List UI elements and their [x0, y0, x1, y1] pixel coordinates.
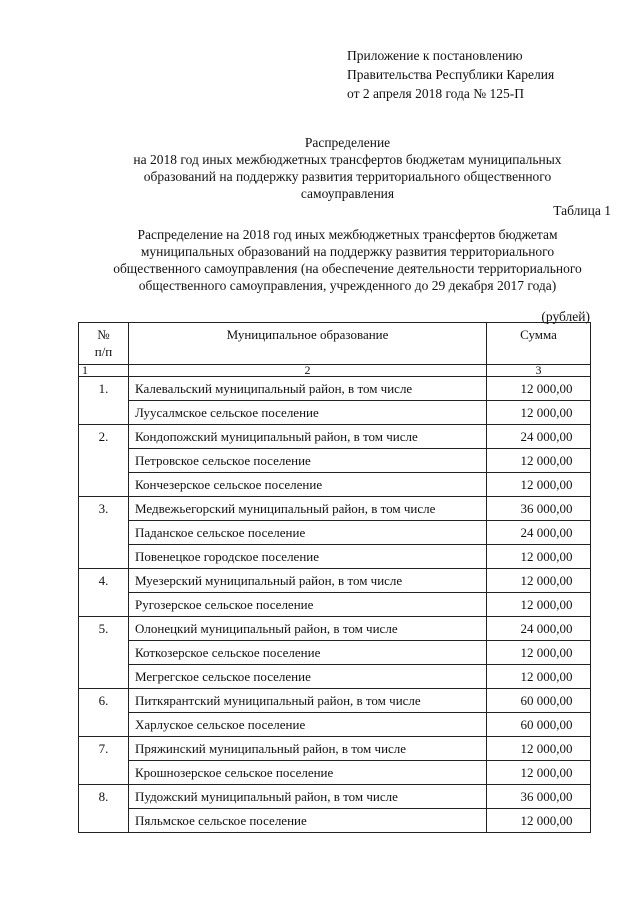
table-row: [79, 593, 591, 617]
title-line: самоуправления: [300, 186, 395, 201]
table-row: [79, 497, 591, 521]
table-row: [79, 473, 591, 497]
amount: 12 000,00: [487, 641, 591, 665]
table-title-line: общественного самоуправления (на обеспечение деятельности территориального: [113, 261, 582, 276]
row-number: 1.: [79, 377, 129, 425]
table-header-row: [79, 323, 591, 365]
header-sum: Сумма: [487, 323, 591, 365]
table-row: [79, 377, 591, 401]
district-name: Кондопожский муниципальный район, в том числе: [129, 425, 487, 449]
table-row: [79, 569, 591, 593]
district-name: Калевальский муниципальный район, в том числе: [129, 377, 487, 401]
settlement-name: Пяльмское сельское поселение: [129, 809, 487, 833]
settlement-name: Мегрегское сельское поселение: [129, 665, 487, 689]
amount: 12 000,00: [487, 809, 591, 833]
amount: 24 000,00: [487, 521, 591, 545]
table-row: [79, 809, 591, 833]
amount: 12 000,00: [487, 569, 591, 593]
column-index: 2: [129, 365, 487, 377]
amount: 12 000,00: [487, 593, 591, 617]
settlement-name: Ругозерское сельское поселение: [129, 593, 487, 617]
distribution-title: [60, 134, 635, 202]
row-number: 3.: [79, 497, 129, 569]
table-body: [79, 377, 591, 833]
amount: 12 000,00: [487, 473, 591, 497]
settlement-name: Коткозерское сельское поселение: [129, 641, 487, 665]
district-name: Муезерский муниципальный район, в том числе: [129, 569, 487, 593]
appendix-line: Правительства Республики Карелия: [347, 67, 555, 82]
table-row: [79, 521, 591, 545]
column-index: 3: [487, 365, 591, 377]
settlement-name: Петровское сельское поселение: [129, 449, 487, 473]
appendix-line: от 2 апреля 2018 года № 125-П: [347, 86, 524, 101]
amount: 36 000,00: [487, 785, 591, 809]
amount: 12 000,00: [487, 449, 591, 473]
amount: 12 000,00: [487, 401, 591, 425]
title-line: Распределение: [304, 135, 391, 150]
title-line: на 2018 год иных межбюджетных трансфертов бюджетам муниципальных: [133, 152, 562, 167]
table-number: Таблица 1: [553, 203, 611, 218]
table-row: [79, 689, 591, 713]
district-name: Медвежьегорский муниципальный район, в том числе: [129, 497, 487, 521]
table-row: [79, 401, 591, 425]
amount: 12 000,00: [487, 737, 591, 761]
row-number: 7.: [79, 737, 129, 785]
appendix-line: Приложение к постановлению: [347, 48, 523, 63]
amount: 60 000,00: [487, 713, 591, 737]
district-name: Олонецкий муниципальный район, в том числе: [129, 617, 487, 641]
table-row: [79, 665, 591, 689]
table-title-line: муниципальных образований на поддержку развития территориального: [140, 244, 555, 259]
column-index: 1: [79, 365, 129, 377]
table-title: [75, 226, 620, 294]
table-row: [79, 449, 591, 473]
row-number: 5.: [79, 617, 129, 689]
district-name: Питкярантский муниципальный район, в том числе: [129, 689, 487, 713]
amount: 24 000,00: [487, 617, 591, 641]
settlement-name: Луусалмское сельское поселение: [129, 401, 487, 425]
district-name: Пряжинский муниципальный район, в том числе: [129, 737, 487, 761]
amount: 12 000,00: [487, 545, 591, 569]
settlement-name: Крошнозерское сельское поселение: [129, 761, 487, 785]
table-row: [79, 425, 591, 449]
amount: 36 000,00: [487, 497, 591, 521]
settlement-name: Паданское сельское поселение: [129, 521, 487, 545]
table-row: [79, 713, 591, 737]
amount: 12 000,00: [487, 761, 591, 785]
district-name: Пудожский муниципальный район, в том числе: [129, 785, 487, 809]
settlement-name: Повенецкое городское поселение: [129, 545, 487, 569]
header-number-line2: п/п: [94, 344, 113, 359]
table-title-line: общественного самоуправления, учрежденного до 29 декабря 2017 года): [138, 278, 557, 293]
amount: 12 000,00: [487, 377, 591, 401]
row-number: 4.: [79, 569, 129, 617]
row-number: 2.: [79, 425, 129, 497]
settlement-name: Кончезерское сельское поселение: [129, 473, 487, 497]
appendix-reference: [347, 46, 554, 103]
currency-unit: (рублей): [541, 309, 590, 324]
title-line: образований на поддержку развития территориального общественного: [143, 169, 552, 184]
table-title-line: Распределение на 2018 год иных межбюджетных трансфертов бюджетам: [137, 227, 558, 242]
table-row: [79, 785, 591, 809]
row-number: 8.: [79, 785, 129, 833]
row-number: 6.: [79, 689, 129, 737]
amount: 60 000,00: [487, 689, 591, 713]
table-row: [79, 761, 591, 785]
header-number-line1: №: [97, 327, 110, 342]
amount: 24 000,00: [487, 425, 591, 449]
settlement-name: Харлуское сельское поселение: [129, 713, 487, 737]
amount: 12 000,00: [487, 665, 591, 689]
table-row: [79, 641, 591, 665]
header-number: [79, 323, 129, 365]
table-row: [79, 617, 591, 641]
table-row: [79, 545, 591, 569]
header-municipality: Муниципальное образование: [129, 323, 487, 365]
distribution-table: [78, 322, 591, 833]
table-row: [79, 737, 591, 761]
column-index-row: [79, 365, 591, 377]
